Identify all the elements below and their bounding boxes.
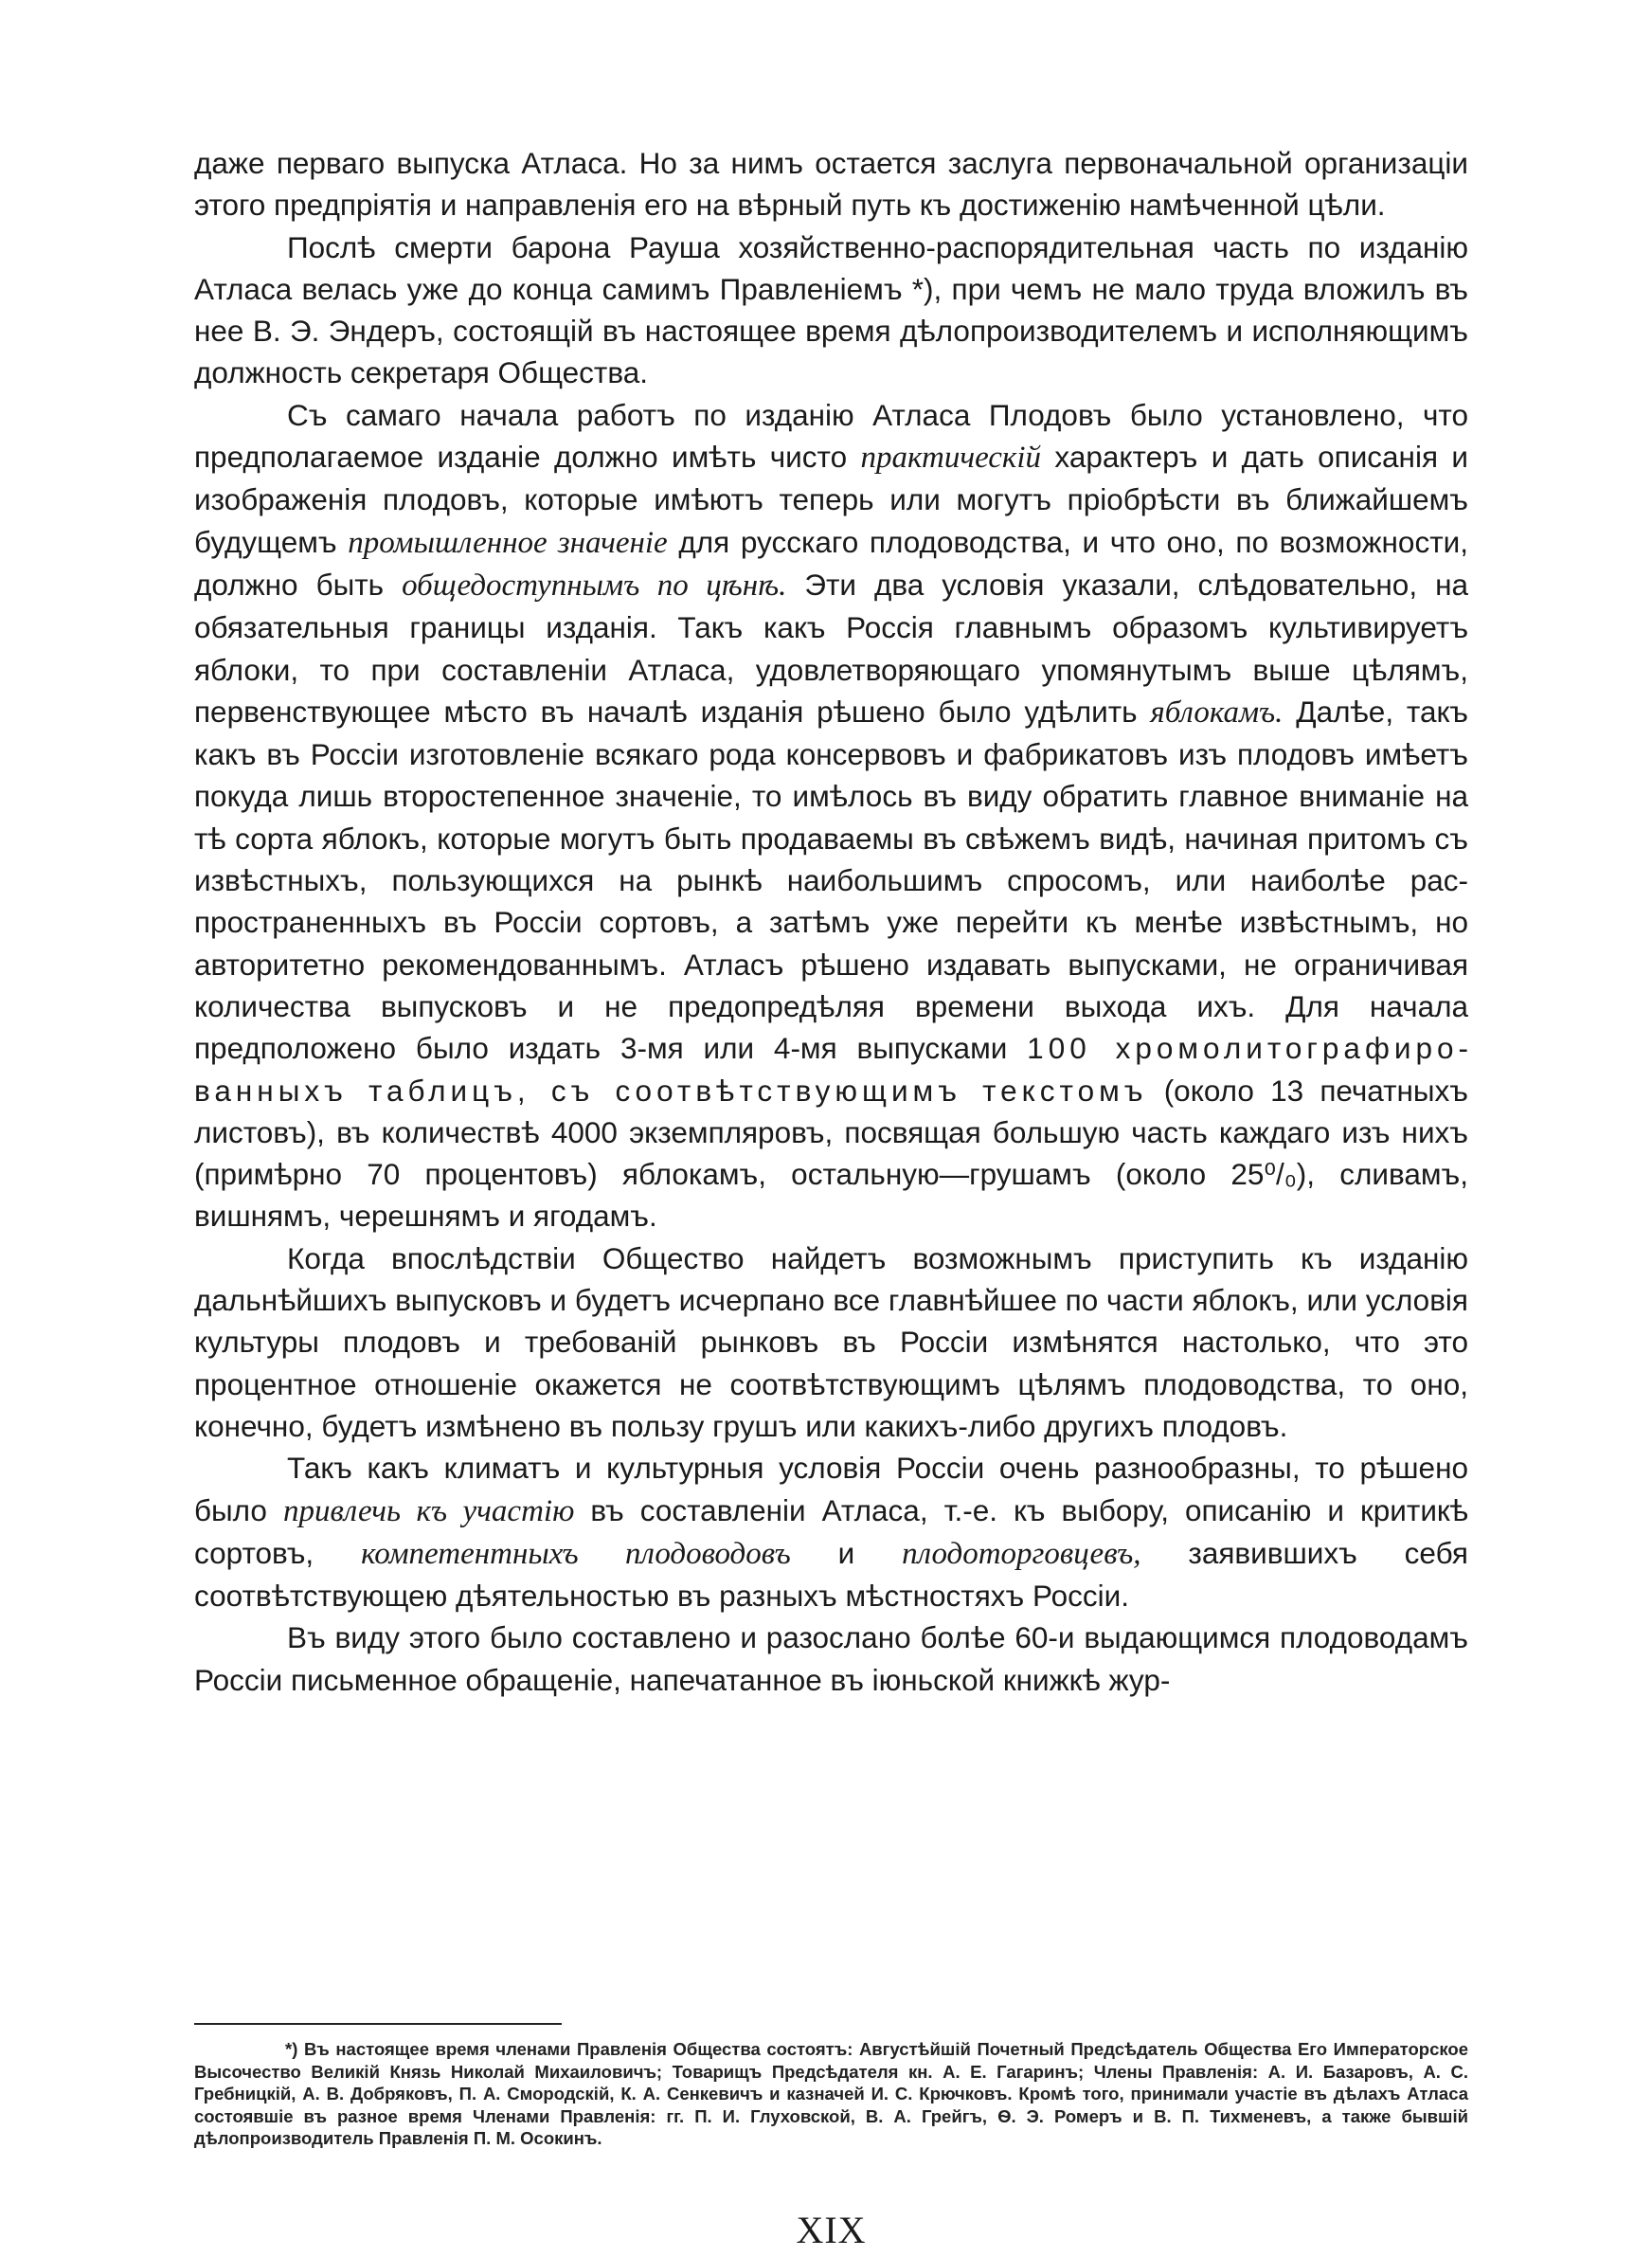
body-text	[194, 142, 1468, 1701]
paragraph	[194, 1447, 1468, 1616]
text-run: и	[790, 1535, 903, 1570]
text-run: Когда впослѣдствіи Общество найдетъ возможнымъ приступить къ изданію дальнѣйшихъ выпусковъ и будетъ исчерпано все главнѣйшее по части яблокъ, или условія культуры плодовъ и требованій рынковъ въ Россіи измѣнятся настолько, что это процентное отношеніе окажется не соотвѣтствующимъ цѣлямъ плодоводства, то оно, конечно, будетъ измѣнено въ пользу грушъ или какихъ-либо другихъ плодовъ.	[194, 1240, 1468, 1443]
document-page	[194, 142, 1469, 2251]
text-run: въ составленіи Атласа, т.-е. къ выбору, описанію и критикѣ сортовъ,	[194, 1492, 1469, 1570]
paragraph	[194, 226, 1468, 394]
emphasis-text: привлечь къ участію	[282, 1493, 575, 1528]
footnote-separator	[194, 2023, 562, 2025]
emphasis-text: общедоступнымъ по цѣнѣ.	[402, 568, 787, 603]
footnote	[194, 2038, 1468, 2150]
paragraph	[194, 394, 1468, 1237]
text-run: для русскаго плодоводства, и что оно, по возможности, должно быть	[194, 524, 1468, 602]
page-number: XIX	[796, 2209, 867, 2251]
text-run: характеръ и дать описанія и изображенія плодовъ, которые имѣютъ теперь или могутъ пріобрѣсти въ ближайшемъ будущемъ	[194, 440, 1468, 559]
text-run: Послѣ смерти барона Рауша хозяйственно-распорядительная часть по изданію Атласа велась уже до конца самимъ Правленіемъ *), при чемъ не мало труда вложилъ въ нее В. Э. Эндеръ, состоящій въ настоящее время дѣлопроизводителемъ и исполняющимъ должность секретаря Общества.	[194, 229, 1468, 390]
text-run: Съ самаго начала работъ по изданію Атласа Плодовъ было установлено, что предполагаемое изданіе должно имѣть чисто	[194, 397, 1468, 475]
footnote-text: *) Въ настоящее время членами Правленія Общества состоятъ: Августѣйшій Почетный Предсѣдатель Общества Его Императорское Высочество Великій Князь Николай Михаиловичъ; Товарищъ Предсѣдателя кн. А. Е. Гагаринъ; Члены Правленія: А. И. Базаровъ, А. С. Гребницкій, А. В. Добряковъ, П. А. Смородскій, К. А. Сенкевичъ и казначей И. С. Крючковъ. Кромѣ того, принимали участіе въ дѣлахъ Атласа состоявшіе въ разное время Членами Правленія: гг. П. И. Глуховской, В. А. Грейгъ, Ѳ. Э. Ромеръ и В. П. Тихменевъ, а также бывшій дѣлопроизводитель Правленія П. М. Осокинъ.	[194, 2039, 1468, 2148]
paragraph	[194, 1616, 1468, 1701]
emphasis-text: компетентныхъ плодоводовъ	[361, 1536, 791, 1571]
text-run: (около 13 печатныхъ листовъ), въ количествѣ 4000 экземпляровъ, посвящая большую часть каждаго изъ нихъ (примѣрно 70 процентовъ) яблокамъ, остальную—грушамъ (около 25⁰/₀), сливамъ, вишнямъ, черешнямъ и ягодамъ.	[194, 1073, 1468, 1234]
emphasis-text: яблокамъ.	[1150, 695, 1284, 730]
text-run: Такъ какъ климатъ и культурныя условія Россіи очень разнообразны, то рѣшено было	[194, 1451, 1468, 1527]
text-run: даже перваго выпуска Атласа. Но за нимъ остается заслуга первоначальной организаціи этого предпріятія и направленія его на вѣрный путь къ достиженію намѣченной цѣли.	[194, 146, 1468, 223]
emphasis-text: плодоторговцевъ,	[902, 1536, 1141, 1571]
emphasis-text: промышленное значеніе	[348, 525, 668, 560]
spaced-text: 100 хромолитографированныхъ таблицъ, съ соотвѣтствующимъ текстомъ	[194, 1031, 1468, 1108]
paragraph	[194, 1237, 1468, 1447]
text-run: Эти два условія указали, слѣдовательно, на обязательныя границы изданія. Такъ какъ Россія главнымъ образомъ культивируетъ яблоки, то при составленіи Атласа, удовлетворяющаго упомянутымъ выше цѣлямъ, первенствующее мѣсто въ началѣ изданія рѣшено было удѣлить	[194, 567, 1468, 729]
text-run: заявившихъ себя соотвѣтствующею дѣятельностью въ разныхъ мѣстностяхъ Россіи.	[194, 1535, 1468, 1614]
emphasis-text: практическій	[860, 441, 1042, 476]
text-run: Далѣе, такъ какъ въ Россіи изготовленіе всякаго рода консервовъ и фабрикатовъ изъ плодовъ имѣетъ покуда лишь второстепенное значеніе, то имѣлось въ виду обратить главное вниманіе на тѣ сорта яблокъ, которые могутъ быть продаваемы въ свѣжемъ видѣ, начиная притомъ съ извѣстныхъ, пользующихся на рынкѣ наибольшимъ спросомъ, или наиболѣе распространенныхъ въ Россіи сортовъ, а затѣмъ уже перейти къ менѣе извѣстнымъ, но авторитетно рекомендованнымъ. Атласъ рѣшено издавать выпусками, не ограничивая количества выпусковъ и не предопредѣляя времени выхода ихъ. Для начала предположено было издать 3-мя или 4-мя выпусками	[194, 694, 1468, 1066]
text-run: Въ виду этого было составлено и разослано болѣе 60-и выдающимся плодоводамъ Россіи письменное обращеніе, напечатанное въ іюньской книжкѣ жур-	[194, 1620, 1468, 1697]
paragraph	[194, 142, 1468, 226]
